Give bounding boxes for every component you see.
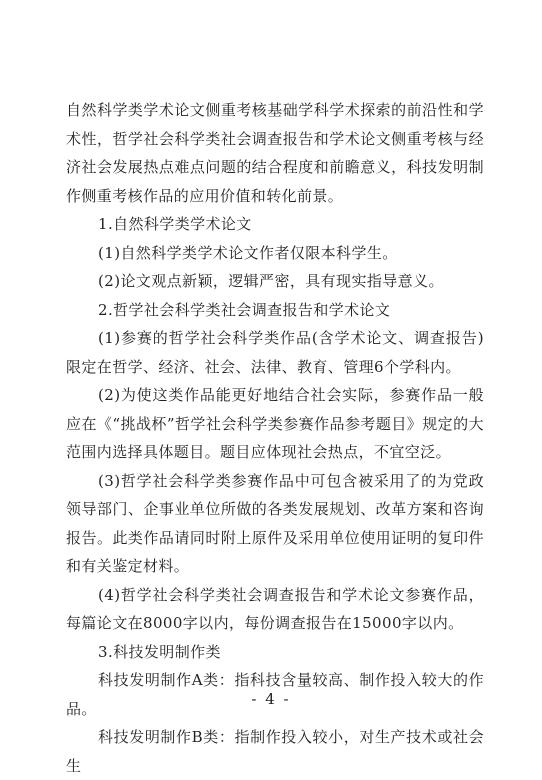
- heading-natural-science-papers: 1.自然科学类学术论文: [98, 215, 252, 233]
- heading-tech-invention: 3.科技发明制作类: [98, 642, 221, 661]
- paragraph-social-science-item-1: (1)参赛的哲学社会科学类作品(含学术论文、调查报告)限定在哲学、经济、社会、法律、教育、管理6个学科内。: [66, 329, 484, 376]
- paragraph-natural-science-item-1: (1)自然科学类学术论文作者仅限本科学生。: [98, 243, 398, 262]
- paragraph-natural-science-item-2: (2)论文观点新颖，逻辑严密，具有现实指导意义。: [98, 272, 444, 290]
- paragraph-tech-invention-class-a: 科技发明制作A类：指科技含量较高、制作投入较大的作品。: [66, 671, 484, 718]
- paragraph-social-science-item-4: (4)哲学社会科学类社会调查报告和学术论文参赛作品，每篇论文在8000字以内，每份调查报告在15000字以内。: [66, 585, 484, 632]
- page-number: - 4 -: [251, 690, 291, 708]
- body-text: [66, 96, 484, 780]
- heading-social-science-reports: 2.哲学社会科学类社会调查报告和学术论文: [98, 300, 391, 319]
- paragraph-social-science-item-2: (2)为使这类作品能更好地结合社会实际，参赛作品一般应在《“挑战杯”哲学社会科学类参赛作品参考题目》规定的大范围内选择具体题目。题目应体现社会热点，不宜空泛。: [66, 386, 484, 461]
- paragraph-social-science-item-3: (3)哲学社会科学类参赛作品中可包含被采用了的为党政领导部门、企事业单位所做的各类发展规划、改革方案和咨询报告。此类作品请同时附上原件及采用单位使用证明的复印件和有关鉴定材料。: [66, 471, 484, 575]
- paragraph-tech-invention-class-b: 科技发明制作B类：指制作投入较小，对生产技术或社会生: [66, 728, 484, 775]
- paragraph-intro: 自然科学类学术论文侧重考核基础学科学术探索的前沿性和学术性，哲学社会科学类社会调查报告和学术论文侧重考核与经济社会发展热点难点问题的结合程度和前瞻意义，科技发明制作侧重考核作品的应用价值和转化前景。: [66, 101, 484, 205]
